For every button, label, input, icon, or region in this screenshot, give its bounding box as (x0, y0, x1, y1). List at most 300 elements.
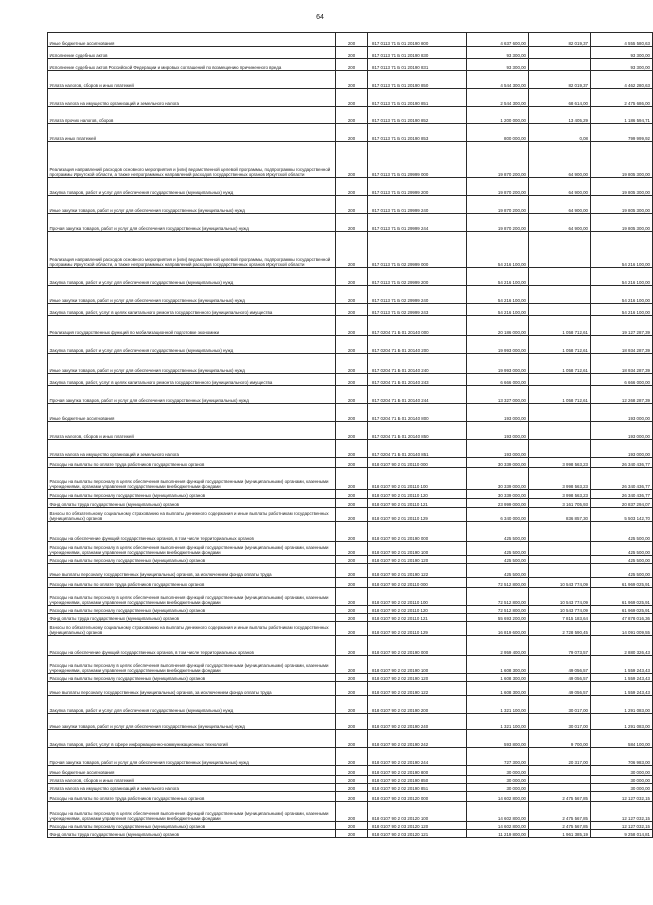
table-row (48, 304, 653, 316)
row-name: Иные бюджетные ассигнования (48, 404, 336, 422)
row-executed: 1 058 712,61 (528, 336, 590, 354)
row-code: 200 (336, 374, 368, 386)
row-kbk: 818 0107 90 2 03 20120 000 (368, 792, 467, 802)
row-remaining: 425 500,00 (590, 522, 652, 542)
row-approved: 30 000,00 (466, 784, 528, 792)
row-remaining: 18 934 287,39 (590, 336, 652, 354)
row-code: 200 (336, 107, 368, 124)
row-approved: 19 870 200,00 (466, 196, 528, 214)
row-remaining: 54 216 100,00 (590, 304, 652, 316)
row-approved: 19 993 000,00 (466, 336, 528, 354)
row-executed: 836 857,30 (528, 508, 590, 522)
row-remaining: 193 000,00 (590, 404, 652, 422)
row-kbk: 818 0107 90 2 02 20190 000 (368, 636, 467, 656)
row-approved: 20 186 000,00 (466, 316, 528, 336)
row-kbk: 817 0113 71 Б 01 20190 853 (368, 124, 467, 142)
row-kbk: 817 0204 71 Б 01 20140 244 (368, 386, 467, 404)
row-code: 200 (336, 232, 368, 268)
row-kbk: 817 0113 71 Б 01 29999 244 (368, 214, 467, 232)
row-code: 200 (336, 33, 368, 47)
table-row (48, 822, 653, 830)
table-row (48, 656, 653, 674)
table-row (48, 232, 653, 268)
row-kbk: 818 0107 90 2 01 20110 121 (368, 499, 467, 508)
row-executed: 3 998 563,23 (528, 468, 590, 490)
row-remaining: 93 300,00 (590, 59, 652, 71)
row-name: Иные закупки товаров, работ и услуг для обеспечения государственных (муниципальных) нужд (48, 196, 336, 214)
row-name: Иные выплаты персоналу государственных (муниципальных) органов, за исключением фонда оплаты труда (48, 682, 336, 696)
row-name: Иные закупки товаров, работ и услуг для обеспечения государственных (муниципальных) нужд (48, 714, 336, 730)
row-code: 200 (336, 792, 368, 802)
row-remaining: 54 216 100,00 (590, 232, 652, 268)
row-name: Реализация направлений расходов основного мероприятия и (или) ведомственной целевой программы, подпрограммы государственной программы Иркутской области, а также непрограммных направлений расходов государственных органов Иркутской области (48, 142, 336, 178)
row-approved: 19 870 200,00 (466, 214, 528, 232)
table-row (48, 33, 653, 47)
row-remaining: 425 500,00 (590, 542, 652, 556)
row-executed: 1 058 712,61 (528, 354, 590, 374)
row-executed: 2 475 567,85 (528, 802, 590, 822)
table-row (48, 59, 653, 71)
row-executed: 49 056,57 (528, 656, 590, 674)
row-code: 200 (336, 822, 368, 830)
row-executed (528, 374, 590, 386)
row-executed: 30 017,00 (528, 714, 590, 730)
row-name: Расходы на выплаты по оплате труда работников государственных органов (48, 578, 336, 588)
row-approved: 727 300,00 (466, 748, 528, 766)
row-executed: 79 073,57 (528, 636, 590, 656)
row-executed (528, 286, 590, 304)
row-name: Иные бюджетные ассигнования (48, 766, 336, 776)
table-row (48, 784, 653, 792)
row-executed (528, 784, 590, 792)
row-remaining: 706 983,00 (590, 748, 652, 766)
table-row (48, 636, 653, 656)
row-approved: 54 216 100,00 (466, 268, 528, 286)
row-remaining: 14 091 009,55 (590, 622, 652, 636)
row-remaining: 2 475 686,00 (590, 89, 652, 107)
table-row (48, 124, 653, 142)
row-name: Реализация направлений расходов основного мероприятия и (или) ведомственной целевой программы, подпрограммы государственной программы Иркутской области, а также непрограммных направлений расходов государственных органов Иркутской области (48, 232, 336, 268)
row-executed: 49 056,57 (528, 674, 590, 682)
row-remaining: 19 805 300,00 (590, 142, 652, 178)
row-approved: 72 512 800,00 (466, 588, 528, 606)
table-row (48, 614, 653, 622)
row-approved: 19 993 000,00 (466, 354, 528, 374)
row-approved: 30 000,00 (466, 776, 528, 784)
row-code: 200 (336, 696, 368, 714)
table-row (48, 674, 653, 682)
row-approved: 425 500,00 (466, 522, 528, 542)
row-approved: 1 321 100,00 (466, 714, 528, 730)
row-name: Закупка товаров, работ, услуг в целях капитального ремонта государственного (муниципального) имущества (48, 374, 336, 386)
row-remaining: 47 878 016,36 (590, 614, 652, 622)
row-code: 200 (336, 196, 368, 214)
row-approved: 54 216 100,00 (466, 304, 528, 316)
row-remaining: 61 969 025,91 (590, 578, 652, 588)
row-kbk: 817 0204 71 Б 01 20140 851 (368, 440, 467, 458)
table-row (48, 766, 653, 776)
row-name: Расходы на выплаты персоналу государственных (муниципальных) органов (48, 490, 336, 499)
table-row (48, 422, 653, 440)
row-name: Уплата налога на имущество организаций и земельного налога (48, 440, 336, 458)
row-approved: 6 666 000,00 (466, 374, 528, 386)
row-executed: 13 405,29 (528, 107, 590, 124)
row-name: Исполнение судебных актов (48, 47, 336, 59)
row-approved: 23 999 000,00 (466, 499, 528, 508)
row-code: 200 (336, 614, 368, 622)
table-row (48, 286, 653, 304)
row-remaining: 26 340 436,77 (590, 458, 652, 468)
row-kbk: 818 0107 90 2 02 20110 129 (368, 622, 467, 636)
row-kbk: 818 0107 90 2 01 20110 120 (368, 490, 467, 499)
row-executed: 3 998 563,23 (528, 490, 590, 499)
row-executed: 49 056,57 (528, 682, 590, 696)
row-kbk: 818 0107 90 2 02 20110 000 (368, 578, 467, 588)
row-name: Уплата прочих налогов, сборов (48, 107, 336, 124)
row-kbk: 818 0107 90 2 02 20190 851 (368, 784, 467, 792)
row-approved: 72 512 800,00 (466, 606, 528, 614)
row-name: Иные выплаты персоналу государственных (муниципальных) органов, за исключением фонда оплаты труда (48, 564, 336, 578)
row-kbk: 818 0107 90 2 01 20110 129 (368, 508, 467, 522)
row-name: Расходы на обеспечение функций государственных органов, в том числе территориальных органов (48, 522, 336, 542)
row-kbk: 817 0204 71 Б 01 20140 240 (368, 354, 467, 374)
row-name: Расходы на выплаты персоналу в целях обеспечения выполнения функций государственными (муниципальными) органами, казенными учреждениями, органами управления государственными внебюджетными фондами (48, 468, 336, 490)
row-name: Уплата налогов, сборов и иных платежей (48, 776, 336, 784)
table-row (48, 802, 653, 822)
row-remaining: 19 805 300,00 (590, 214, 652, 232)
row-remaining: 425 500,00 (590, 564, 652, 578)
row-remaining: 1 559 243,43 (590, 674, 652, 682)
row-remaining: 30 000,00 (590, 784, 652, 792)
row-approved: 2 959 400,00 (466, 636, 528, 656)
table-row (48, 336, 653, 354)
row-executed: 0,08 (528, 124, 590, 142)
row-executed: 68 614,00 (528, 89, 590, 107)
row-kbk: 818 0107 90 2 01 20190 100 (368, 542, 467, 556)
row-name: Прочая закупка товаров, работ и услуг для обеспечения государственных (муниципальных) нужд (48, 386, 336, 404)
row-executed: 20 317,00 (528, 748, 590, 766)
row-kbk: 817 0113 71 Б 01 20190 800 (368, 33, 467, 47)
row-name: Расходы на выплаты персоналу в целях обеспечения выполнения функций государственными (муниципальными) органами, казенными учреждениями, органами управления государственными внебюджетными фондами (48, 802, 336, 822)
table-row (48, 178, 653, 196)
row-executed: 30 017,00 (528, 696, 590, 714)
row-code: 200 (336, 214, 368, 232)
row-kbk: 818 0107 90 2 02 20190 800 (368, 766, 467, 776)
row-executed (528, 564, 590, 578)
row-kbk: 817 0113 71 Б 01 20190 830 (368, 47, 467, 59)
table-row (48, 776, 653, 784)
row-executed: 3 161 705,93 (528, 499, 590, 508)
row-executed: 10 543 774,09 (528, 578, 590, 588)
row-remaining: 1 559 243,43 (590, 656, 652, 674)
table-row (48, 268, 653, 286)
row-kbk: 818 0107 90 2 02 20190 240 (368, 714, 467, 730)
row-code: 200 (336, 490, 368, 499)
row-code: 200 (336, 766, 368, 776)
row-approved: 54 216 100,00 (466, 286, 528, 304)
row-kbk: 817 0113 71 Б 01 20190 850 (368, 71, 467, 89)
row-remaining: 30 000,00 (590, 776, 652, 784)
row-name: Фонд оплаты труда государственных (муниципальных) органов (48, 614, 336, 622)
row-executed (528, 59, 590, 71)
row-remaining: 1 291 083,00 (590, 696, 652, 714)
row-kbk: 818 0107 90 2 02 20110 100 (368, 588, 467, 606)
row-approved: 193 000,00 (466, 404, 528, 422)
row-kbk: 818 0107 90 2 02 20190 100 (368, 656, 467, 674)
row-remaining: 26 340 436,77 (590, 490, 652, 499)
row-code: 200 (336, 142, 368, 178)
row-approved: 193 000,00 (466, 440, 528, 458)
row-kbk: 818 0107 90 2 02 20190 120 (368, 674, 467, 682)
table-row (48, 792, 653, 802)
row-remaining: 2 880 326,43 (590, 636, 652, 656)
row-approved: 30 339 000,00 (466, 458, 528, 468)
row-name: Иные закупки товаров, работ и услуг для обеспечения государственных (муниципальных) нужд (48, 286, 336, 304)
row-name: Иные бюджетные ассигнования (48, 33, 336, 47)
row-approved: 19 870 200,00 (466, 178, 528, 196)
row-code: 200 (336, 89, 368, 107)
row-name: Расходы на выплаты по оплате труда работников государственных органов (48, 792, 336, 802)
row-name: Закупка товаров, работ и услуг для обеспечения государственных (муниципальных) нужд (48, 268, 336, 286)
table-row (48, 714, 653, 730)
row-remaining: 93 300,00 (590, 47, 652, 59)
row-code: 200 (336, 404, 368, 422)
table-row (48, 522, 653, 542)
row-kbk: 817 0113 71 Б 01 20190 831 (368, 59, 467, 71)
row-code: 200 (336, 636, 368, 656)
row-approved: 1 608 300,00 (466, 682, 528, 696)
row-code: 200 (336, 499, 368, 508)
table-row (48, 696, 653, 714)
row-name: Расходы на выплаты персоналу государственных (муниципальных) органов (48, 556, 336, 564)
row-code: 200 (336, 564, 368, 578)
row-approved: 55 693 200,00 (466, 614, 528, 622)
row-kbk: 818 0107 90 2 01 20190 120 (368, 556, 467, 564)
row-code: 200 (336, 682, 368, 696)
table-row (48, 142, 653, 178)
row-kbk: 818 0107 90 2 02 20190 122 (368, 682, 467, 696)
row-code: 200 (336, 508, 368, 522)
row-approved: 14 602 800,00 (466, 802, 528, 822)
row-remaining: 6 666 000,00 (590, 374, 652, 386)
table-row (48, 622, 653, 636)
row-approved: 800 000,00 (466, 124, 528, 142)
row-executed: 7 815 183,64 (528, 614, 590, 622)
row-executed: 3 998 563,23 (528, 458, 590, 468)
row-code: 200 (336, 468, 368, 490)
row-approved: 1 321 100,00 (466, 696, 528, 714)
row-remaining: 54 216 100,00 (590, 268, 652, 286)
row-remaining: 26 340 436,77 (590, 468, 652, 490)
row-code: 200 (336, 440, 368, 458)
row-executed: 2 475 567,85 (528, 822, 590, 830)
row-remaining: 54 216 100,00 (590, 286, 652, 304)
row-executed: 82 019,37 (528, 33, 590, 47)
row-kbk: 818 0107 90 2 02 20190 200 (368, 696, 467, 714)
row-approved: 14 602 800,00 (466, 792, 528, 802)
row-remaining: 61 969 025,91 (590, 606, 652, 614)
table-row (48, 830, 653, 838)
row-name: Реализация государственных функций по мобилизационной подготовке экономики (48, 316, 336, 336)
row-name: Расходы на выплаты персоналу в целях обеспечения выполнения функций государственными (муниципальными) органами, казенными учреждениями, органами управления государственными внебюджетными фондами (48, 542, 336, 556)
row-kbk: 817 0204 71 Б 01 20140 200 (368, 336, 467, 354)
table-row (48, 374, 653, 386)
row-name: Расходы на выплаты персоналу государственных (муниципальных) органов (48, 606, 336, 614)
row-executed (528, 304, 590, 316)
row-executed: 64 900,00 (528, 142, 590, 178)
row-executed (528, 232, 590, 268)
row-name: Уплата налогов, сборов и иных платежей (48, 422, 336, 440)
row-name: Прочая закупка товаров, работ и услуг для обеспечения государственных (муниципальных) нужд (48, 214, 336, 232)
row-kbk: 817 0113 71 Б 02 29999 243 (368, 304, 467, 316)
row-code: 200 (336, 422, 368, 440)
row-executed (528, 776, 590, 784)
row-name: Фонд оплаты труда государственных (муниципальных) органов (48, 830, 336, 838)
row-remaining: 19 127 287,39 (590, 316, 652, 336)
table-row (48, 196, 653, 214)
row-approved: 16 819 600,00 (466, 622, 528, 636)
row-code: 200 (336, 606, 368, 614)
row-executed: 10 543 774,09 (528, 606, 590, 614)
row-approved: 425 500,00 (466, 556, 528, 564)
row-name: Закупка товаров, работ, услуг в сфере информационно-коммуникационных технологий (48, 730, 336, 748)
row-remaining: 1 291 083,00 (590, 714, 652, 730)
row-code: 200 (336, 578, 368, 588)
table-row (48, 730, 653, 748)
row-name: Закупка товаров, работ и услуг для обеспечения государственных (муниципальных) нужд (48, 178, 336, 196)
row-kbk: 818 0107 90 2 03 20120 120 (368, 822, 467, 830)
row-kbk: 817 0113 71 Б 01 20190 851 (368, 89, 467, 107)
row-executed (528, 766, 590, 776)
row-code: 200 (336, 316, 368, 336)
table-row (48, 556, 653, 564)
row-executed (528, 268, 590, 286)
table-row (48, 564, 653, 578)
row-remaining: 19 805 300,00 (590, 178, 652, 196)
row-kbk: 818 0107 90 2 02 20110 120 (368, 606, 467, 614)
row-kbk: 817 0113 71 Б 01 29999 240 (368, 196, 467, 214)
row-approved: 30 339 000,00 (466, 468, 528, 490)
row-kbk: 817 0113 71 Б 01 20190 852 (368, 107, 467, 124)
row-code: 200 (336, 542, 368, 556)
row-kbk: 818 0107 90 2 02 20110 121 (368, 614, 467, 622)
row-executed: 82 019,37 (528, 71, 590, 89)
table-row (48, 468, 653, 490)
row-kbk: 817 0113 71 Б 02 29999 200 (368, 268, 467, 286)
row-approved: 1 608 300,00 (466, 656, 528, 674)
row-remaining: 4 555 580,63 (590, 33, 652, 47)
row-code: 200 (336, 556, 368, 564)
row-kbk: 817 0204 71 Б 01 20140 243 (368, 374, 467, 386)
row-code: 200 (336, 714, 368, 730)
row-name: Фонд оплаты труда государственных (муниципальных) органов (48, 499, 336, 508)
row-remaining: 193 000,00 (590, 440, 652, 458)
row-name: Уплата налога на имущество организаций и земельного налога (48, 89, 336, 107)
row-executed (528, 404, 590, 422)
row-kbk: 817 0204 71 Б 01 20140 000 (368, 316, 467, 336)
row-executed: 64 900,00 (528, 178, 590, 196)
row-name: Взносы по обязательному социальному страхованию на выплаты денежного содержания и иные выплаты работникам государственных (муниципальных) органов (48, 622, 336, 636)
row-kbk: 818 0107 90 2 02 20190 850 (368, 776, 467, 784)
row-approved: 13 327 000,00 (466, 386, 528, 404)
row-approved: 30 339 000,00 (466, 490, 528, 499)
row-executed: 10 543 774,09 (528, 588, 590, 606)
row-kbk: 818 0107 90 2 03 20120 100 (368, 802, 467, 822)
row-remaining: 5 503 142,70 (590, 508, 652, 522)
table-row (48, 47, 653, 59)
row-code: 200 (336, 354, 368, 374)
row-approved: 425 500,00 (466, 564, 528, 578)
budget-execution-table (47, 32, 653, 838)
row-name: Уплата иных платежей (48, 124, 336, 142)
row-executed (528, 47, 590, 59)
row-name: Расходы на обеспечение функций государственных органов, в том числе территориальных органов (48, 636, 336, 656)
table-row (48, 386, 653, 404)
row-name: Уплата налога на имущество организаций и земельного налога (48, 784, 336, 792)
row-executed (528, 422, 590, 440)
row-name: Иные закупки товаров, работ и услуг для обеспечения государственных (муниципальных) нужд (48, 354, 336, 374)
row-kbk: 817 0113 71 Б 01 29999 200 (368, 178, 467, 196)
row-remaining: 18 934 287,39 (590, 354, 652, 374)
table-row (48, 508, 653, 522)
table-row (48, 606, 653, 614)
row-kbk: 818 0107 90 2 02 20190 242 (368, 730, 467, 748)
row-code: 200 (336, 59, 368, 71)
table-row (48, 458, 653, 468)
row-code: 200 (336, 784, 368, 792)
table-row (48, 490, 653, 499)
row-executed: 1 058 712,61 (528, 386, 590, 404)
row-name: Расходы на выплаты персоналу в целях обеспечения выполнения функций государственными (муниципальными) органами, казенными учреждениями, органами управления государственными внебюджетными фондами (48, 656, 336, 674)
row-code: 200 (336, 124, 368, 142)
row-code: 200 (336, 71, 368, 89)
row-remaining: 799 999,92 (590, 124, 652, 142)
row-code: 200 (336, 674, 368, 682)
row-kbk: 818 0107 90 2 01 20190 000 (368, 522, 467, 542)
row-executed: 1 961 385,19 (528, 830, 590, 838)
row-remaining: 193 000,00 (590, 422, 652, 440)
row-name: Взносы по обязательному социальному страхованию на выплаты денежного содержания и иные выплаты работникам государственных (муниципальных) органов (48, 508, 336, 522)
row-code: 200 (336, 286, 368, 304)
table-row (48, 748, 653, 766)
row-remaining: 12 127 032,15 (590, 792, 652, 802)
row-remaining: 584 100,00 (590, 730, 652, 748)
table-row (48, 440, 653, 458)
row-remaining: 1 559 243,43 (590, 682, 652, 696)
row-approved: 19 870 200,00 (466, 142, 528, 178)
row-code: 200 (336, 47, 368, 59)
row-kbk: 817 0204 71 Б 01 20140 850 (368, 422, 467, 440)
row-executed: 64 900,00 (528, 214, 590, 232)
row-approved: 72 512 800,00 (466, 578, 528, 588)
row-name: Прочая закупка товаров, работ и услуг для обеспечения государственных (муниципальных) нужд (48, 748, 336, 766)
row-name: Закупка товаров, работ и услуг для обеспечения государственных (муниципальных) нужд (48, 696, 336, 714)
row-executed (528, 522, 590, 542)
row-approved: 93 300,00 (466, 59, 528, 71)
row-code: 200 (336, 304, 368, 316)
row-executed (528, 440, 590, 458)
row-remaining: 9 258 014,81 (590, 830, 652, 838)
table-row (48, 542, 653, 556)
row-kbk: 818 0107 90 2 03 20120 121 (368, 830, 467, 838)
row-kbk: 818 0107 90 2 01 20110 000 (368, 458, 467, 468)
row-code: 200 (336, 748, 368, 766)
row-code: 200 (336, 588, 368, 606)
page-number: 64 (316, 14, 324, 21)
row-kbk: 817 0113 71 Б 01 29999 000 (368, 142, 467, 178)
row-code: 200 (336, 656, 368, 674)
row-approved: 2 544 300,00 (466, 89, 528, 107)
